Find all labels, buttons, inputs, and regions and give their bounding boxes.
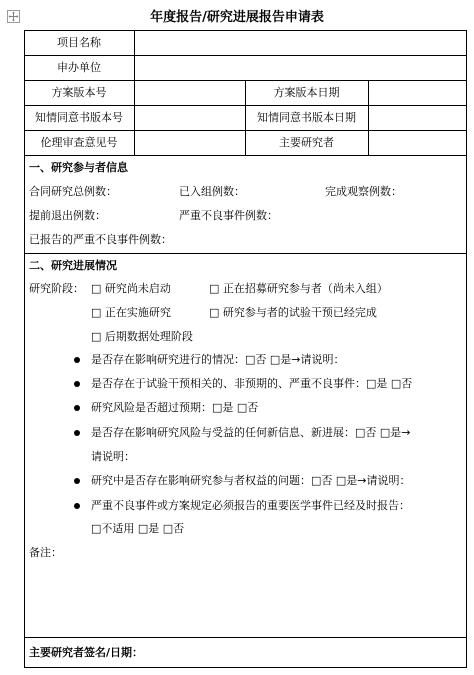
field-completed: 完成观察例数：: [325, 185, 402, 198]
label-sponsor: 申办单位: [57, 61, 101, 74]
section2-heading: 二、研究进展情况: [29, 259, 117, 272]
field-enrolled: 已入组例数：: [179, 185, 245, 198]
field-early-withdrawal: 提前退出例数：: [29, 209, 106, 222]
label-principal-investigator: 主要研究者: [279, 136, 334, 149]
pi-signature-date-label: 主要研究者签名/日期：: [29, 646, 144, 659]
remarks-label: 备注：: [29, 546, 62, 559]
stage-option-intervention-complete[interactable]: □ 研究参与者的试验干预已经完成: [209, 306, 377, 319]
bullet-icon: [74, 381, 80, 387]
question-new-information: 是否存在影响研究风险与受益的任何新信息、新进展：□否 □是→: [91, 426, 411, 439]
field-contract-total: 合同研究总例数：: [29, 185, 117, 198]
section-divider: [24, 253, 467, 254]
section1-heading: 一、研究参与者信息: [29, 161, 128, 174]
bullet-icon: [74, 430, 80, 436]
stage-option-recruiting[interactable]: □ 正在招募研究参与者（尚未入组）: [209, 282, 388, 295]
label-icf-version-no: 知情同意书版本号: [35, 111, 123, 124]
section-divider: [24, 637, 467, 638]
label-protocol-version-no: 方案版本号: [51, 86, 107, 99]
form-title: 年度报告/研究进展报告申请表: [150, 10, 324, 25]
stage-label: 研究阶段：: [29, 282, 84, 295]
question-affecting-conduct: 是否存在影响研究进行的情况：□否 □是→请说明：: [91, 353, 345, 366]
bullet-icon: [74, 478, 80, 484]
stage-option-not-started[interactable]: □ 研究尚未启动: [91, 282, 171, 295]
question-unexpected-sae: 是否存在于试验干预相关的、非预期的、严重不良事件：□是 □否: [91, 377, 413, 390]
column-divider: [368, 80, 369, 155]
field-reported-sae: 已报告的严重不良事件例数：: [29, 233, 172, 246]
label-icf-version-date: 知情同意书版本日期: [257, 111, 356, 124]
question-new-information-continued: 请说明：: [91, 450, 135, 463]
question-risk-exceeds: 研究风险是否超过预期：□是 □否: [91, 401, 259, 414]
question-timely-reporting-options: □不适用 □是 □否: [91, 522, 185, 535]
question-timely-reporting: 严重不良事件或方案规定必须报告的重要医学事件已经及时报告：: [91, 499, 410, 512]
column-divider: [134, 30, 135, 155]
label-project-name: 项目名称: [57, 36, 101, 49]
row-divider: [24, 155, 467, 156]
label-protocol-version-date: 方案版本日期: [273, 86, 340, 99]
bullet-icon: [74, 357, 80, 363]
label-ethics-opinion-no: 伦理审查意见号: [40, 136, 118, 149]
stage-option-in-progress[interactable]: □ 正在实施研究: [91, 306, 171, 319]
question-participant-rights: 研究中是否存在影响研究参与者权益的问题：□否 □是→请说明：: [91, 474, 411, 487]
field-sae-count: 严重不良事件例数：: [179, 209, 278, 222]
stage-option-data-processing[interactable]: □ 后期数据处理阶段: [91, 330, 193, 343]
bullet-icon: [74, 405, 80, 411]
bullet-icon: [74, 503, 80, 509]
